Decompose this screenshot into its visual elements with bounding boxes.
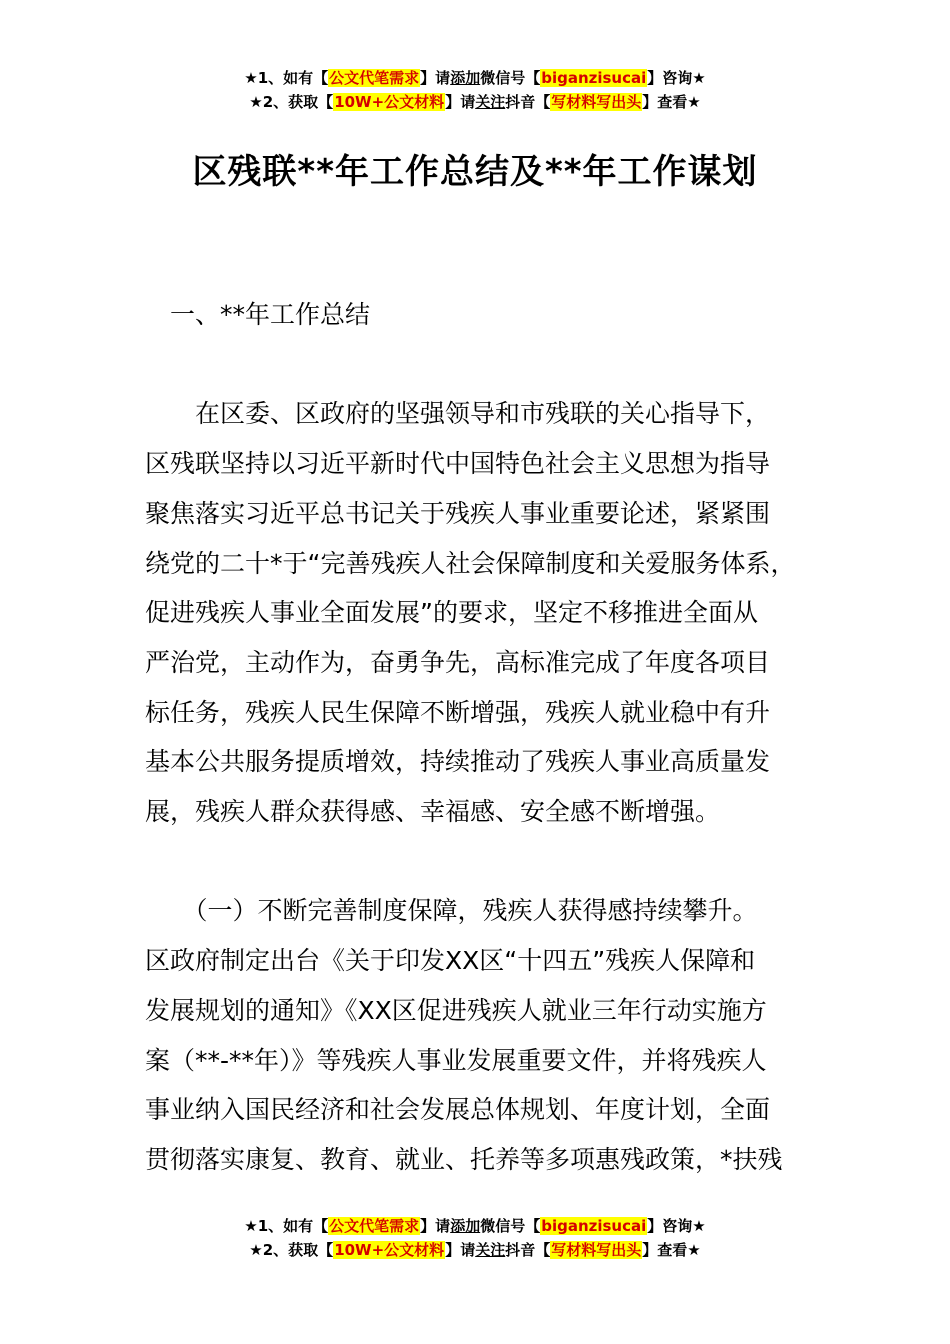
banner-text: ★2、获取【: [249, 1241, 334, 1259]
body-line: 基本公共服务提质增效，持续推动了残疾人事业高质量发: [145, 747, 771, 777]
banner-highlight: 10W+公文材料: [334, 93, 445, 111]
banner-emphasis: 添加: [450, 69, 481, 87]
banner-text: 】请: [420, 1217, 451, 1235]
body-line: 聚焦落实习近平总书记关于残疾人事业重要论述，紧紧围: [145, 498, 771, 528]
banner-line-2: [0, 1238, 950, 1262]
banner-emphasis: 关注: [475, 1241, 506, 1259]
header-banner: [0, 66, 950, 114]
douyin-id: 写材料写出头: [551, 1241, 642, 1259]
banner-text: 抖音【: [505, 1241, 551, 1259]
wechat-id: biganzisucai: [541, 69, 647, 87]
banner-text: ★1、如有【: [244, 1217, 329, 1235]
banner-highlight: 公文代笔需求: [329, 1217, 420, 1235]
paragraph-gap: [145, 837, 835, 887]
body-line: 在区委、区政府的坚强领导和市残联的关心指导下，: [145, 399, 771, 429]
banner-highlight: 公文代笔需求: [329, 69, 420, 87]
body-line: 展，残疾人群众获得感、幸福感、安全感不断增强。: [145, 797, 721, 827]
document-body: [145, 290, 835, 1185]
body-line: 案（**-**年）》等残疾人事业发展重要文件，并将残疾人: [145, 1045, 767, 1075]
banner-text: 】请: [445, 93, 476, 111]
document-title: 区残联**年工作总结及**年工作谋划: [192, 152, 758, 192]
banner-line-1: [0, 66, 950, 90]
banner-emphasis: 关注: [475, 93, 506, 111]
wechat-id: biganzisucai: [541, 1217, 647, 1235]
body-line: 标任务，残疾人民生保障不断增强，残疾人就业稳中有升: [145, 697, 771, 727]
footer-banner: [0, 1214, 950, 1262]
body-line: （一）不断完善制度保障，残疾人获得感持续攀升。: [145, 896, 758, 926]
banner-text: 】查看★: [642, 1241, 701, 1259]
banner-text: 】查看★: [642, 93, 701, 111]
douyin-id: 写材料写出头: [551, 93, 642, 111]
body-line: 贯彻落实康复、教育、就业、托养等多项惠残政策，*扶残: [145, 1144, 783, 1174]
body-line: 发展规划的通知》《XX区促进残疾人就业三年行动实施方: [145, 995, 767, 1025]
banner-text: ★1、如有【: [244, 69, 329, 87]
banner-line-1: [0, 1214, 950, 1238]
body-line: 事业纳入国民经济和社会发展总体规划、年度计划，全面: [145, 1095, 771, 1125]
body-line: 促进残疾人事业全面发展”的要求，坚定不移推进全面从: [145, 598, 758, 628]
body-line: 严治党，主动作为，奋勇争先，高标准完成了年度各项目: [145, 647, 771, 677]
banner-emphasis: 添加: [450, 1217, 481, 1235]
banner-text: 】请: [420, 69, 451, 87]
banner-text: 】请: [445, 1241, 476, 1259]
body-line: 绕党的二十*于“完善残疾人社会保障制度和关爱服务体系，: [145, 548, 796, 578]
banner-text: 微信号【: [480, 69, 541, 87]
banner-text: 微信号【: [480, 1217, 541, 1235]
banner-text: 抖音【: [505, 93, 551, 111]
body-line: 区政府制定出台《关于印发XX区“十四五”残疾人保障和: [145, 946, 756, 976]
banner-text: ★2、获取【: [249, 93, 334, 111]
banner-text: 】咨询★: [647, 1217, 706, 1235]
banner-highlight: 10W+公文材料: [334, 1241, 445, 1259]
banner-text: 】咨询★: [647, 69, 706, 87]
paragraph-gap: [145, 340, 835, 390]
body-line: 一、**年工作总结: [145, 300, 371, 329]
banner-line-2: [0, 90, 950, 114]
body-line: 区残联坚持以习近平新时代中国特色社会主义思想为指导: [145, 449, 771, 479]
